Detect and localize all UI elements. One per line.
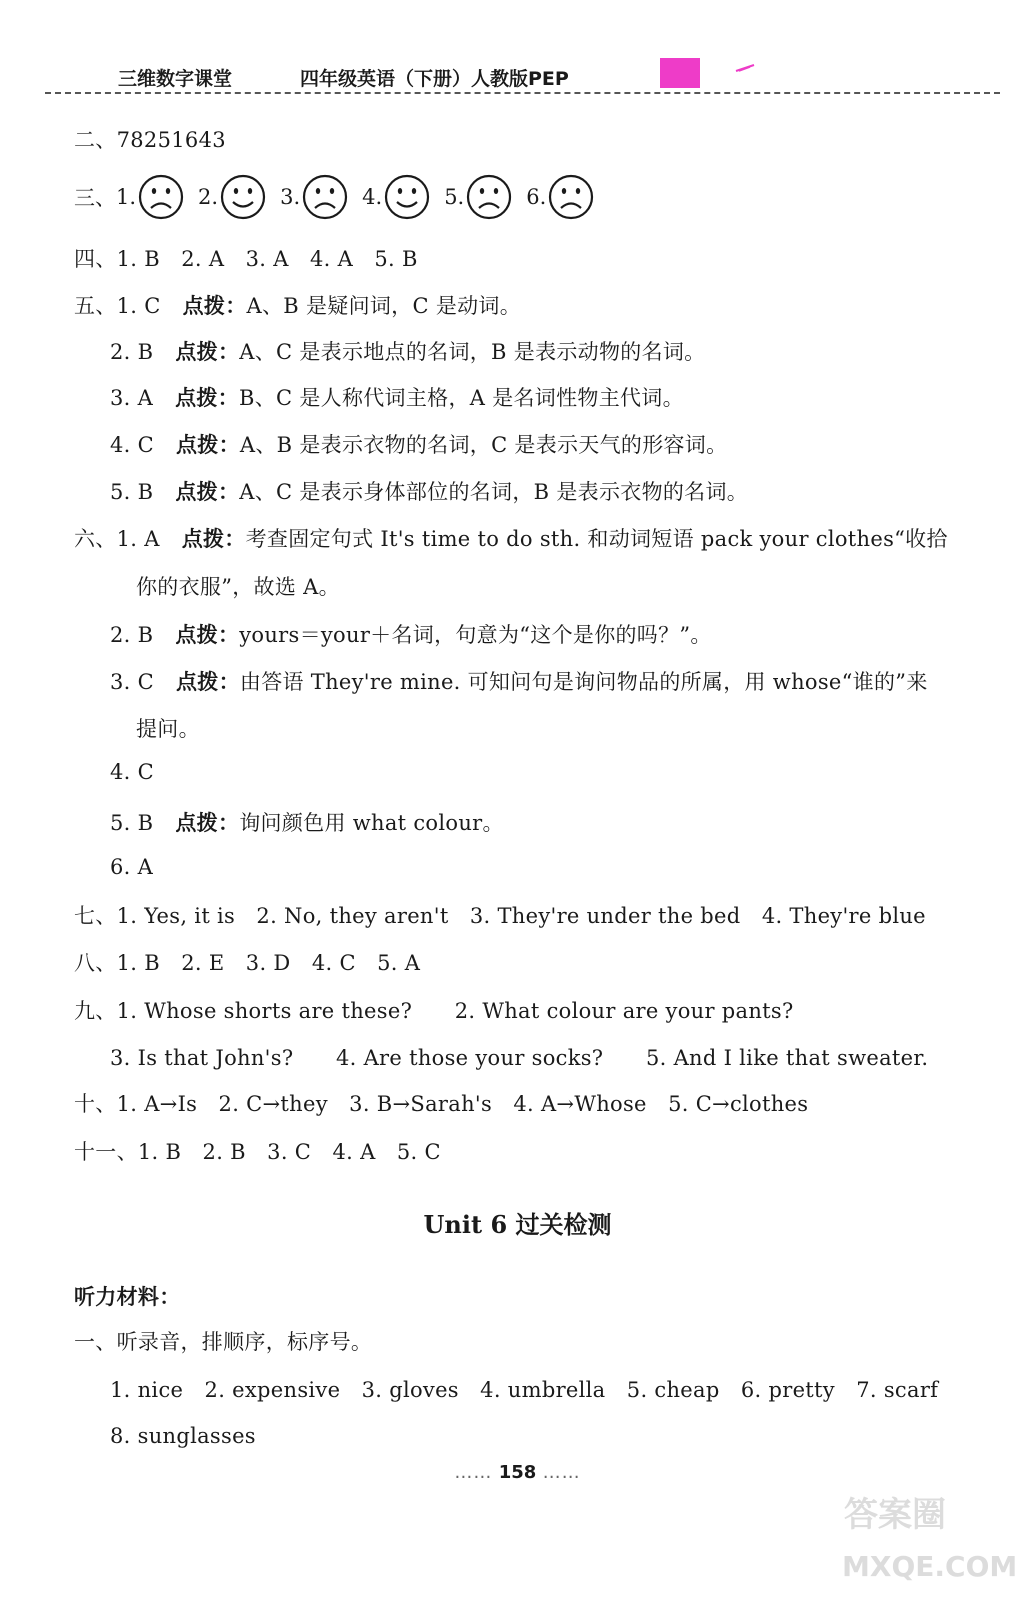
tip-label: 点拨： <box>175 670 240 694</box>
face-number: 5. <box>444 185 465 209</box>
answer-6-1 <box>74 523 948 553</box>
answer-6-4: 4. C <box>110 760 154 784</box>
answer-key: 3. C <box>110 670 154 694</box>
section-title: Unit 6 过关检测 <box>423 1210 612 1239</box>
brand-label: 三维数字课堂 <box>118 68 233 90</box>
answer-key: 5. B <box>110 811 154 835</box>
face-number: 4. <box>362 185 383 209</box>
face-number: 3. <box>280 185 301 209</box>
tip-label: 点拨： <box>175 623 240 647</box>
answer-6-5 <box>110 807 504 837</box>
answer-key: 2. B <box>110 623 154 647</box>
answer-section-10: 十、1. A→Is 2. C→they 3. B→Sarah's 4. A→Whose 5. C→clothes <box>74 1092 809 1116</box>
happy-face-icon <box>220 174 266 220</box>
answer-6-2 <box>110 619 712 649</box>
answer-6-1-cont: 你的衣服”，故选 A。 <box>136 575 340 599</box>
tip-label: 点拨： <box>182 294 247 318</box>
tip-label: 点拨： <box>175 480 240 504</box>
tip-text: 考查固定句式 It's time to do sth. 和动词短语 pack your clothes“收拾 <box>245 527 948 551</box>
watermark-logo <box>838 1480 1018 1590</box>
answer-section-3 <box>74 172 608 222</box>
listening-label: 听力材料： <box>74 1285 181 1309</box>
listening-words-cont: 8. sunglasses <box>110 1424 256 1448</box>
footer-dots: …… <box>454 1462 493 1483</box>
sad-face-icon <box>302 174 348 220</box>
tip-label: 点拨： <box>175 433 240 457</box>
tip-text: A、B 是疑问词，C 是动词。 <box>246 294 522 318</box>
tip-label: 点拨： <box>175 811 240 835</box>
answer-5-1 <box>74 290 521 320</box>
face-item <box>116 174 184 220</box>
book-title: 四年级英语（下册）人教版PEP <box>300 68 569 90</box>
answer-section-7: 七、1. Yes, it is 2. No, they aren't 3. They're under the bed 4. They're blue <box>74 904 926 928</box>
tip-label: 点拨： <box>175 386 239 410</box>
face-number: 2. <box>198 185 219 209</box>
watermark-line2: MXQE.COM <box>842 1550 1018 1583</box>
answer-key: 五、1. C <box>74 294 161 318</box>
answer-key: 2. B <box>110 340 154 364</box>
answer-section-9-line2: 3. Is that John's? 4. Are those your socks? 5. And I like that sweater. <box>110 1046 929 1070</box>
tip-text: A、C 是表示身体部位的名词，B 是表示衣物的名词。 <box>239 480 749 504</box>
sad-face-icon <box>466 174 512 220</box>
face-number: 1. <box>116 185 137 209</box>
face-item <box>362 174 430 220</box>
answer-section-9-line1: 九、1. Whose shorts are these? 2. What colour are your pants? <box>74 999 794 1023</box>
face-list <box>116 174 608 220</box>
face-item <box>526 174 594 220</box>
answer-key: 六、1. A <box>74 527 160 551</box>
tip-text: yours＝your＋名词，句意为“这个是你的吗？”。 <box>239 623 712 647</box>
answer-5-4 <box>110 429 727 459</box>
answer-key: 3. A <box>110 386 154 410</box>
answer-section-2: 二、78251643 <box>74 128 226 152</box>
answer-section-4: 四、1. B 2. A 3. A 4. A 5. B <box>74 247 418 271</box>
section-3-prefix: 三、 <box>74 186 116 210</box>
tip-text: A、C 是表示地点的名词，B 是表示动物的名词。 <box>239 340 706 364</box>
footer-dots: …… <box>542 1462 581 1483</box>
face-item <box>444 174 512 220</box>
tip-label: 点拨： <box>181 527 246 551</box>
tip-text: 询问颜色用 what colour。 <box>239 811 504 835</box>
answer-6-3-cont: 提问。 <box>136 717 200 741</box>
sad-face-icon <box>138 174 184 220</box>
pen-stroke-icon <box>735 64 755 72</box>
answer-key: 5. B <box>110 480 154 504</box>
face-number: 6. <box>526 185 547 209</box>
answer-6-3 <box>110 666 928 696</box>
answer-5-3 <box>110 382 684 412</box>
page-number: 158 <box>498 1462 537 1483</box>
sad-face-icon <box>548 174 594 220</box>
tip-text: 由答语 They're mine. 可知问句是询问物品的所属，用 whose“谁的”来 <box>239 670 928 694</box>
page-header <box>0 58 1035 98</box>
watermark-line1: 答案圈 <box>844 1495 946 1535</box>
answer-6-6: 6. A <box>110 855 154 879</box>
tip-text: A、B 是表示衣物的名词，C 是表示天气的形容词。 <box>239 433 728 457</box>
tip-label: 点拨： <box>175 340 240 364</box>
happy-face-icon <box>384 174 430 220</box>
pink-tab-decoration <box>660 58 700 88</box>
answer-key: 4. C <box>110 433 154 457</box>
face-item <box>280 174 348 220</box>
tip-text: B、C 是人称代词主格，A 是名词性物主代词。 <box>238 386 684 410</box>
listening-words: 1. nice 2. expensive 3. gloves 4. umbrella 5. cheap 6. pretty 7. scarf <box>110 1378 939 1402</box>
listening-instruction: 一、听录音，排顺序，标序号。 <box>74 1330 373 1354</box>
answer-5-2 <box>110 336 705 366</box>
face-item <box>198 174 266 220</box>
answer-5-5 <box>110 476 748 506</box>
answer-section-8: 八、1. B 2. E 3. D 4. C 5. A <box>74 951 421 975</box>
answer-section-11: 十一、1. B 2. B 3. C 4. A 5. C <box>74 1140 441 1164</box>
header-divider <box>45 92 1000 94</box>
